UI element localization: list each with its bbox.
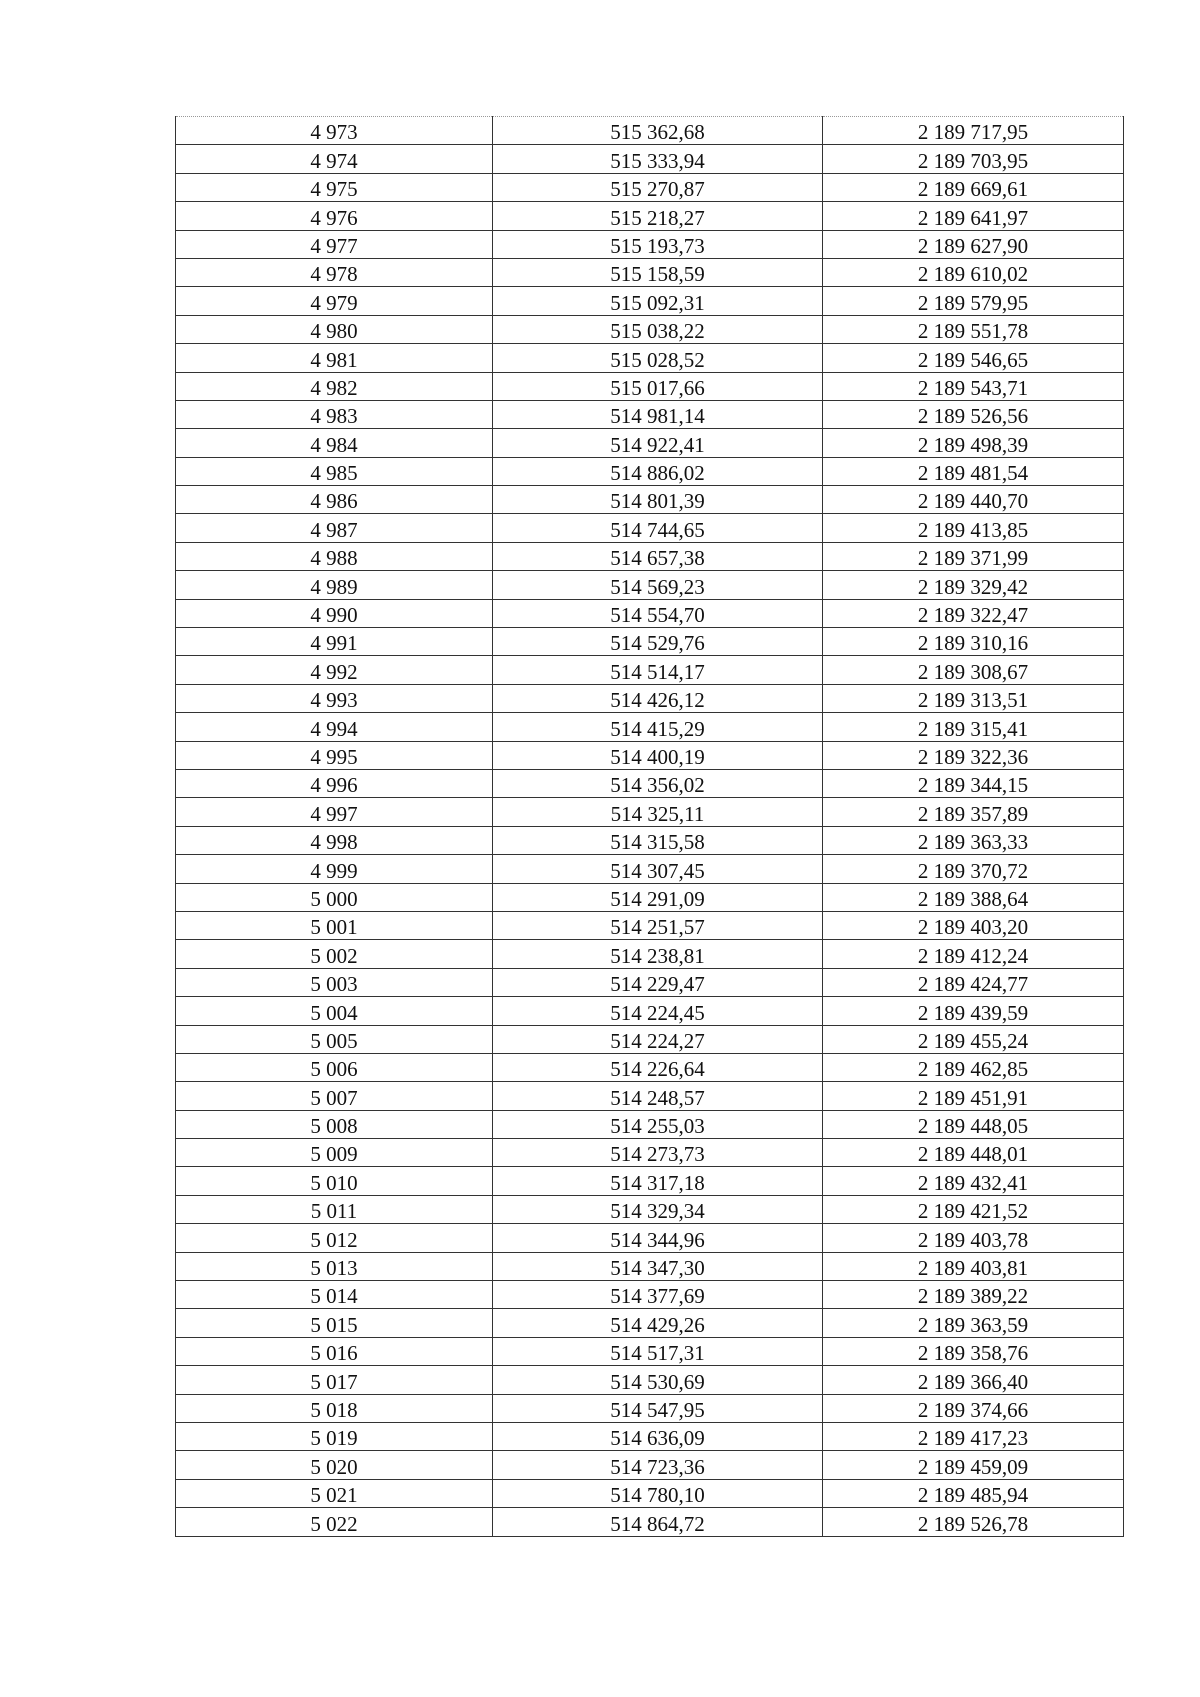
x-coordinate-cell: 514 415,29 (493, 713, 823, 741)
x-coordinate-cell: 514 636,09 (493, 1422, 823, 1450)
point-number-cell: 5 022 (176, 1508, 493, 1536)
table-row (176, 599, 1124, 627)
x-coordinate-cell: 514 801,39 (493, 486, 823, 514)
table-row (176, 173, 1124, 201)
x-coordinate-cell: 514 657,38 (493, 542, 823, 570)
y-coordinate-cell: 2 189 412,24 (823, 940, 1124, 968)
y-coordinate-cell: 2 189 455,24 (823, 1025, 1124, 1053)
point-number-cell: 4 991 (176, 628, 493, 656)
point-number-cell: 4 981 (176, 344, 493, 372)
point-number-cell: 4 996 (176, 769, 493, 797)
table-row (176, 1025, 1124, 1053)
y-coordinate-cell: 2 189 370,72 (823, 855, 1124, 883)
y-coordinate-cell: 2 189 432,41 (823, 1167, 1124, 1195)
table-row (176, 486, 1124, 514)
y-coordinate-cell: 2 189 579,95 (823, 287, 1124, 315)
x-coordinate-cell: 514 554,70 (493, 599, 823, 627)
point-number-cell: 5 017 (176, 1366, 493, 1394)
y-coordinate-cell: 2 189 322,47 (823, 599, 1124, 627)
point-number-cell: 4 986 (176, 486, 493, 514)
point-number-cell: 5 018 (176, 1394, 493, 1422)
x-coordinate-cell: 514 723,36 (493, 1451, 823, 1479)
point-number-cell: 4 985 (176, 457, 493, 485)
x-coordinate-cell: 514 517,31 (493, 1337, 823, 1365)
y-coordinate-cell: 2 189 366,40 (823, 1366, 1124, 1394)
y-coordinate-cell: 2 189 374,66 (823, 1394, 1124, 1422)
point-number-cell: 5 008 (176, 1110, 493, 1138)
table-row (176, 855, 1124, 883)
point-number-cell: 5 016 (176, 1337, 493, 1365)
x-coordinate-cell: 514 886,02 (493, 457, 823, 485)
y-coordinate-cell: 2 189 388,64 (823, 883, 1124, 911)
table-row (176, 997, 1124, 1025)
x-coordinate-cell: 514 325,11 (493, 798, 823, 826)
point-number-cell: 5 002 (176, 940, 493, 968)
point-number-cell: 5 007 (176, 1082, 493, 1110)
table-row (176, 1394, 1124, 1422)
y-coordinate-cell: 2 189 308,67 (823, 656, 1124, 684)
x-coordinate-cell: 514 569,23 (493, 571, 823, 599)
x-coordinate-cell: 514 224,27 (493, 1025, 823, 1053)
y-coordinate-cell: 2 189 329,42 (823, 571, 1124, 599)
x-coordinate-cell: 514 329,34 (493, 1195, 823, 1223)
y-coordinate-cell: 2 189 610,02 (823, 258, 1124, 286)
table-row (176, 202, 1124, 230)
x-coordinate-cell: 514 356,02 (493, 769, 823, 797)
point-number-cell: 5 020 (176, 1451, 493, 1479)
table-row (176, 1281, 1124, 1309)
point-number-cell: 4 978 (176, 258, 493, 286)
y-coordinate-cell: 2 189 403,78 (823, 1224, 1124, 1252)
x-coordinate-cell: 514 224,45 (493, 997, 823, 1025)
point-number-cell: 5 012 (176, 1224, 493, 1252)
y-coordinate-cell: 2 189 526,56 (823, 400, 1124, 428)
point-number-cell: 4 973 (176, 117, 493, 145)
point-number-cell: 5 019 (176, 1422, 493, 1450)
x-coordinate-cell: 515 270,87 (493, 173, 823, 201)
y-coordinate-cell: 2 189 417,23 (823, 1422, 1124, 1450)
table-row (176, 1110, 1124, 1138)
x-coordinate-cell: 514 780,10 (493, 1479, 823, 1507)
table-row (176, 1139, 1124, 1167)
y-coordinate-cell: 2 189 310,16 (823, 628, 1124, 656)
x-coordinate-cell: 514 344,96 (493, 1224, 823, 1252)
y-coordinate-cell: 2 189 322,36 (823, 741, 1124, 769)
point-number-cell: 5 011 (176, 1195, 493, 1223)
y-coordinate-cell: 2 189 627,90 (823, 230, 1124, 258)
y-coordinate-cell: 2 189 669,61 (823, 173, 1124, 201)
point-number-cell: 4 998 (176, 826, 493, 854)
point-number-cell: 4 983 (176, 400, 493, 428)
y-coordinate-cell: 2 189 546,65 (823, 344, 1124, 372)
point-number-cell: 5 014 (176, 1281, 493, 1309)
point-number-cell: 4 979 (176, 287, 493, 315)
x-coordinate-cell: 514 317,18 (493, 1167, 823, 1195)
point-number-cell: 4 999 (176, 855, 493, 883)
x-coordinate-cell: 514 251,57 (493, 911, 823, 939)
x-coordinate-cell: 515 028,52 (493, 344, 823, 372)
point-number-cell: 4 992 (176, 656, 493, 684)
y-coordinate-cell: 2 189 459,09 (823, 1451, 1124, 1479)
y-coordinate-cell: 2 189 439,59 (823, 997, 1124, 1025)
table-row (176, 1451, 1124, 1479)
table-row (176, 1309, 1124, 1337)
x-coordinate-cell: 514 226,64 (493, 1053, 823, 1081)
y-coordinate-cell: 2 189 315,41 (823, 713, 1124, 741)
y-coordinate-cell: 2 189 389,22 (823, 1281, 1124, 1309)
x-coordinate-cell: 515 017,66 (493, 372, 823, 400)
x-coordinate-cell: 514 547,95 (493, 1394, 823, 1422)
table-row (176, 1479, 1124, 1507)
x-coordinate-cell: 514 744,65 (493, 514, 823, 542)
y-coordinate-cell: 2 189 371,99 (823, 542, 1124, 570)
table-row (176, 145, 1124, 173)
x-coordinate-cell: 514 864,72 (493, 1508, 823, 1536)
y-coordinate-cell: 2 189 424,77 (823, 968, 1124, 996)
point-number-cell: 5 009 (176, 1139, 493, 1167)
table-row (176, 571, 1124, 599)
y-coordinate-cell: 2 189 440,70 (823, 486, 1124, 514)
table-row (176, 1337, 1124, 1365)
point-number-cell: 4 995 (176, 741, 493, 769)
table-row (176, 542, 1124, 570)
y-coordinate-cell: 2 189 485,94 (823, 1479, 1124, 1507)
point-number-cell: 5 015 (176, 1309, 493, 1337)
table-row (176, 656, 1124, 684)
table-row (176, 258, 1124, 286)
table-row (176, 826, 1124, 854)
coordinates-table (175, 116, 1124, 1537)
point-number-cell: 4 982 (176, 372, 493, 400)
x-coordinate-cell: 514 922,41 (493, 429, 823, 457)
point-number-cell: 4 975 (176, 173, 493, 201)
x-coordinate-cell: 515 092,31 (493, 287, 823, 315)
table-row (176, 230, 1124, 258)
x-coordinate-cell: 515 038,22 (493, 315, 823, 343)
x-coordinate-cell: 514 981,14 (493, 400, 823, 428)
table-row (176, 684, 1124, 712)
y-coordinate-cell: 2 189 526,78 (823, 1508, 1124, 1536)
y-coordinate-cell: 2 189 421,52 (823, 1195, 1124, 1223)
y-coordinate-cell: 2 189 403,81 (823, 1252, 1124, 1280)
x-coordinate-cell: 515 362,68 (493, 117, 823, 145)
point-number-cell: 4 989 (176, 571, 493, 599)
table-row (176, 1508, 1124, 1536)
table-row (176, 457, 1124, 485)
y-coordinate-cell: 2 189 313,51 (823, 684, 1124, 712)
point-number-cell: 4 977 (176, 230, 493, 258)
table-row (176, 1082, 1124, 1110)
y-coordinate-cell: 2 189 481,54 (823, 457, 1124, 485)
y-coordinate-cell: 2 189 543,71 (823, 372, 1124, 400)
x-coordinate-cell: 514 248,57 (493, 1082, 823, 1110)
point-number-cell: 4 988 (176, 542, 493, 570)
y-coordinate-cell: 2 189 641,97 (823, 202, 1124, 230)
point-number-cell: 4 980 (176, 315, 493, 343)
table-row (176, 400, 1124, 428)
table-row (176, 429, 1124, 457)
x-coordinate-cell: 514 377,69 (493, 1281, 823, 1309)
table-row (176, 344, 1124, 372)
table-row (176, 883, 1124, 911)
x-coordinate-cell: 514 238,81 (493, 940, 823, 968)
point-number-cell: 4 994 (176, 713, 493, 741)
point-number-cell: 4 993 (176, 684, 493, 712)
x-coordinate-cell: 514 400,19 (493, 741, 823, 769)
table-row (176, 287, 1124, 315)
x-coordinate-cell: 514 315,58 (493, 826, 823, 854)
point-number-cell: 5 000 (176, 883, 493, 911)
table-row (176, 1366, 1124, 1394)
point-number-cell: 4 984 (176, 429, 493, 457)
x-coordinate-cell: 514 347,30 (493, 1252, 823, 1280)
x-coordinate-cell: 514 514,17 (493, 656, 823, 684)
coordinates-table-body (176, 117, 1124, 1537)
y-coordinate-cell: 2 189 363,33 (823, 826, 1124, 854)
table-row (176, 1167, 1124, 1195)
y-coordinate-cell: 2 189 498,39 (823, 429, 1124, 457)
table-row (176, 968, 1124, 996)
x-coordinate-cell: 514 307,45 (493, 855, 823, 883)
point-number-cell: 5 013 (176, 1252, 493, 1280)
point-number-cell: 5 010 (176, 1167, 493, 1195)
table-row (176, 1195, 1124, 1223)
table-row (176, 1224, 1124, 1252)
table-row (176, 713, 1124, 741)
table-row (176, 372, 1124, 400)
y-coordinate-cell: 2 189 363,59 (823, 1309, 1124, 1337)
point-number-cell: 5 004 (176, 997, 493, 1025)
table-row (176, 741, 1124, 769)
x-coordinate-cell: 514 291,09 (493, 883, 823, 911)
y-coordinate-cell: 2 189 551,78 (823, 315, 1124, 343)
table-row (176, 1053, 1124, 1081)
table-row (176, 1422, 1124, 1450)
table-row (176, 769, 1124, 797)
x-coordinate-cell: 514 429,26 (493, 1309, 823, 1337)
x-coordinate-cell: 515 193,73 (493, 230, 823, 258)
y-coordinate-cell: 2 189 448,01 (823, 1139, 1124, 1167)
y-coordinate-cell: 2 189 703,95 (823, 145, 1124, 173)
y-coordinate-cell: 2 189 357,89 (823, 798, 1124, 826)
point-number-cell: 5 006 (176, 1053, 493, 1081)
table-row (176, 940, 1124, 968)
point-number-cell: 5 001 (176, 911, 493, 939)
y-coordinate-cell: 2 189 717,95 (823, 117, 1124, 145)
point-number-cell: 5 021 (176, 1479, 493, 1507)
point-number-cell: 4 974 (176, 145, 493, 173)
table-row (176, 798, 1124, 826)
x-coordinate-cell: 514 530,69 (493, 1366, 823, 1394)
y-coordinate-cell: 2 189 358,76 (823, 1337, 1124, 1365)
x-coordinate-cell: 514 273,73 (493, 1139, 823, 1167)
table-row (176, 315, 1124, 343)
point-number-cell: 4 997 (176, 798, 493, 826)
x-coordinate-cell: 514 529,76 (493, 628, 823, 656)
point-number-cell: 5 005 (176, 1025, 493, 1053)
y-coordinate-cell: 2 189 403,20 (823, 911, 1124, 939)
x-coordinate-cell: 515 333,94 (493, 145, 823, 173)
x-coordinate-cell: 514 229,47 (493, 968, 823, 996)
x-coordinate-cell: 515 218,27 (493, 202, 823, 230)
table-row (176, 1252, 1124, 1280)
point-number-cell: 4 976 (176, 202, 493, 230)
table-row (176, 514, 1124, 542)
point-number-cell: 4 990 (176, 599, 493, 627)
x-coordinate-cell: 514 426,12 (493, 684, 823, 712)
y-coordinate-cell: 2 189 344,15 (823, 769, 1124, 797)
x-coordinate-cell: 515 158,59 (493, 258, 823, 286)
table-row (176, 117, 1124, 145)
point-number-cell: 4 987 (176, 514, 493, 542)
y-coordinate-cell: 2 189 448,05 (823, 1110, 1124, 1138)
y-coordinate-cell: 2 189 462,85 (823, 1053, 1124, 1081)
point-number-cell: 5 003 (176, 968, 493, 996)
table-row (176, 628, 1124, 656)
y-coordinate-cell: 2 189 413,85 (823, 514, 1124, 542)
x-coordinate-cell: 514 255,03 (493, 1110, 823, 1138)
y-coordinate-cell: 2 189 451,91 (823, 1082, 1124, 1110)
table-row (176, 911, 1124, 939)
